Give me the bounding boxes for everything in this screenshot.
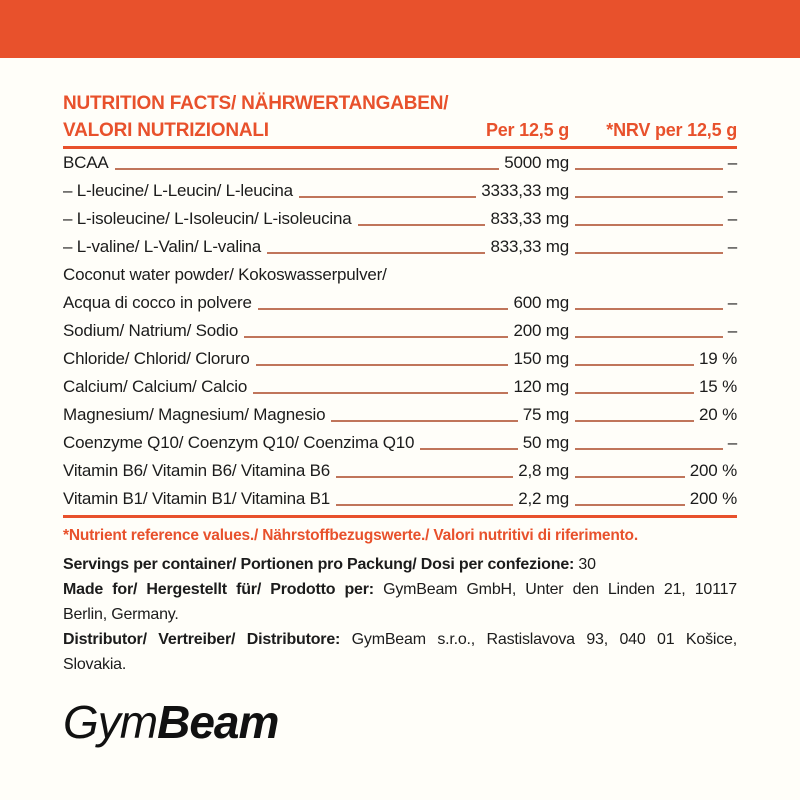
leader-line — [115, 168, 500, 170]
row-nrv: – — [727, 293, 737, 312]
nutrition-facts-title-line1: NUTRITION FACTS/ NÄHRWERTANGABEN/ — [63, 93, 449, 114]
made-for-text: GymBeam GmbH, Unter den Linden 21, 10117 — [383, 581, 738, 598]
nrv-cell — [569, 485, 737, 513]
leader-line — [575, 168, 723, 170]
row-nrv: – — [727, 209, 737, 228]
leader-line — [575, 504, 685, 506]
distributor-label: Distributor/ Vertreiber/ Distributore: — [63, 631, 341, 648]
nrv-cell — [569, 149, 737, 177]
row-nrv: 19 % — [699, 349, 737, 368]
row-l-isoleucine — [63, 205, 737, 233]
leader-line — [575, 420, 694, 422]
logo-gym-text: Gym — [63, 696, 158, 748]
row-label: Magnesium/ Magnesium/ Magnesio — [63, 405, 326, 424]
leader-line — [575, 224, 723, 226]
nrv-cell — [569, 317, 737, 345]
row-coconut-water-line1 — [63, 261, 737, 289]
leader-line — [336, 504, 513, 506]
row-label: – L-isoleucine/ L-Isoleucin/ L-isoleucina — [63, 209, 352, 228]
row-value: 2,2 mg — [518, 489, 569, 508]
leader-line — [331, 420, 517, 422]
row-l-valine — [63, 233, 737, 261]
table-bottom-rule — [63, 515, 737, 518]
leader-line — [575, 392, 694, 394]
row-label: Vitamin B1/ Vitamin B1/ Vitamina B1 — [63, 489, 331, 508]
row-coconut-water-line2 — [63, 289, 737, 317]
row-nrv: – — [727, 321, 737, 340]
row-label: Acqua di cocco in polvere — [63, 293, 252, 312]
leader-line — [256, 364, 509, 366]
row-nrv: – — [727, 153, 737, 172]
row-nrv: 200 % — [689, 461, 737, 480]
servings-value: 30 — [578, 556, 596, 573]
row-vitamin-b1 — [63, 485, 737, 513]
nrv-cell — [569, 457, 737, 485]
column-header-nrv: *NRV per 12,5 g — [606, 120, 737, 140]
nrv-cell — [569, 177, 737, 205]
row-value: 120 mg — [513, 377, 569, 396]
leader-line — [244, 336, 508, 338]
row-label: – L-valine/ L-Valin/ L-valina — [63, 237, 261, 256]
row-coenzyme-q10 — [63, 429, 737, 457]
row-value: 833,33 mg — [490, 237, 569, 256]
row-chloride — [63, 345, 737, 373]
leader-line — [575, 476, 685, 478]
row-value: 75 mg — [522, 405, 569, 424]
row-label: Chloride/ Chlorid/ Cloruro — [63, 349, 250, 368]
row-label: Calcium/ Calcium/ Calcio — [63, 377, 248, 396]
leader-line — [575, 448, 723, 450]
row-magnesium — [63, 401, 737, 429]
leader-line — [420, 448, 517, 450]
leader-line — [267, 252, 485, 254]
gymbeam-logo — [63, 697, 737, 747]
row-label: Coenzyme Q10/ Coenzym Q10/ Coenzima Q10 — [63, 433, 415, 452]
nrv-cell — [569, 205, 737, 233]
row-nrv: – — [727, 181, 737, 200]
leader-line — [575, 336, 723, 338]
servings-line — [63, 552, 737, 577]
leader-line — [575, 196, 723, 198]
nrv-cell — [569, 289, 737, 317]
row-value: 50 mg — [522, 433, 569, 452]
made-for-label: Made for/ Hergestellt für/ Prodotto per: — [63, 581, 374, 598]
leader-line — [299, 196, 476, 198]
row-nrv: – — [727, 237, 737, 256]
row-value: 5000 mg — [504, 153, 569, 172]
footer-info — [63, 552, 737, 677]
row-bcaa — [63, 149, 737, 177]
title-and-column-headers-row — [63, 117, 737, 144]
row-label: Sodium/ Natrium/ Sodio — [63, 321, 239, 340]
nutrition-table — [63, 149, 737, 513]
leader-line — [575, 364, 694, 366]
leader-line — [575, 308, 723, 310]
row-nrv: – — [727, 433, 737, 452]
made-for-line2: Berlin, Germany. — [63, 606, 179, 623]
made-for-line1 — [63, 577, 737, 602]
row-nrv: 20 % — [699, 405, 737, 424]
row-value: 200 mg — [513, 321, 569, 340]
row-nrv: 15 % — [699, 377, 737, 396]
distributor-line2: Slovakia. — [63, 656, 127, 673]
nrv-cell — [569, 373, 737, 401]
row-l-leucine — [63, 177, 737, 205]
row-sodium — [63, 317, 737, 345]
row-value: 150 mg — [513, 349, 569, 368]
row-label: BCAA — [63, 153, 109, 172]
row-value: 2,8 mg — [518, 461, 569, 480]
leader-line — [358, 224, 486, 226]
leader-line — [253, 392, 508, 394]
nrv-cell — [569, 401, 737, 429]
nrv-cell — [569, 345, 737, 373]
row-calcium — [63, 373, 737, 401]
distributor-line1 — [63, 627, 737, 652]
row-value: 600 mg — [513, 293, 569, 312]
row-vitamin-b6 — [63, 457, 737, 485]
logo-beam-text: Beam — [157, 696, 279, 748]
top-orange-banner — [0, 0, 800, 58]
nrv-cell — [569, 233, 737, 261]
row-value: 833,33 mg — [490, 209, 569, 228]
row-label: – L-leucine/ L-Leucin/ L-leucina — [63, 181, 293, 200]
nutrition-facts-title-line2: VALORI NUTRIZIONALI — [63, 120, 269, 141]
servings-label: Servings per container/ Portionen pro Packung/ Dosi per confezione: — [63, 556, 575, 573]
leader-line — [575, 252, 723, 254]
row-label: Coconut water powder/ Kokoswasserpulver/ — [63, 265, 387, 284]
leader-line — [336, 476, 513, 478]
distributor-text: GymBeam s.r.o., Rastislavova 93, 040 01 Košice, — [351, 631, 737, 648]
nrv-footnote: *Nutrient reference values./ Nährstoffbezugswerte./ Valori nutritivi di riferimento. — [63, 527, 638, 544]
nrv-cell — [569, 429, 737, 457]
row-nrv: 200 % — [689, 489, 737, 508]
row-label: Vitamin B6/ Vitamin B6/ Vitamina B6 — [63, 461, 331, 480]
row-value: 3333,33 mg — [481, 181, 569, 200]
column-header-per-serving: Per 12,5 g — [485, 120, 569, 140]
leader-line — [258, 308, 509, 310]
